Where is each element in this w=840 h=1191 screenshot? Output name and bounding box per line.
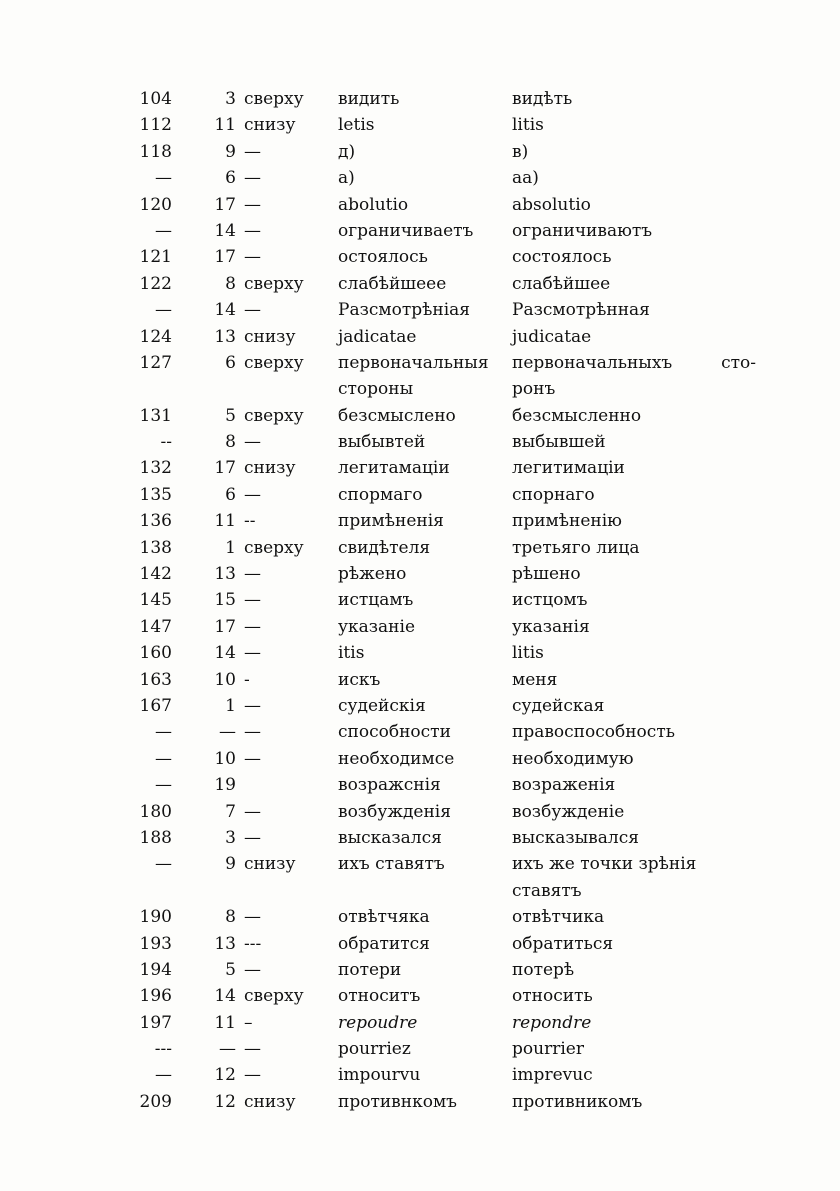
printed-text: ограничиваетъ: [338, 220, 474, 241]
correct-text: отвѣтчика: [512, 907, 605, 928]
printed-text: способности: [338, 722, 451, 743]
correct-text: меня: [512, 669, 558, 690]
line-number: 14: [214, 220, 236, 241]
table-row: [0, 324, 840, 350]
page-number: 136: [139, 511, 172, 532]
printed-text: первоначальныя стороны: [338, 352, 489, 400]
page-number: 131: [139, 405, 172, 426]
line-direction: ---: [244, 933, 262, 954]
line-number: 14: [214, 300, 236, 321]
line-direction: сверху: [244, 352, 304, 373]
correct-text: выбывшей: [512, 432, 606, 453]
line-number: 8: [225, 432, 236, 453]
line-number: 11: [214, 511, 236, 532]
correct-text: repondre: [512, 1012, 592, 1033]
table-row: [0, 165, 840, 191]
printed-text: impourvu: [338, 1065, 421, 1086]
table-row: [0, 1089, 840, 1115]
table-row: [0, 482, 840, 508]
line-direction: —: [244, 696, 261, 716]
page-number: —: [155, 722, 172, 743]
printed-text: свидѣтеля: [338, 537, 431, 558]
correct-text: возбужденiе: [512, 801, 625, 822]
printed-text: необходимсе: [338, 748, 455, 769]
line-direction: снизу: [244, 458, 296, 479]
correct-text: высказывался: [512, 827, 639, 848]
table-row: [0, 86, 840, 112]
table-row: [0, 614, 840, 640]
correct-text: необходимую: [512, 748, 634, 769]
correct-text: состоялось: [512, 247, 612, 268]
line-direction: сверху: [244, 89, 304, 109]
printed-text: ихъ ставятъ: [338, 854, 445, 875]
line-number: 17: [214, 458, 236, 479]
page-number: 132: [139, 458, 172, 479]
table-row: [0, 825, 840, 851]
printed-text: отвѣтчяка: [338, 907, 430, 928]
page-number: 180: [139, 801, 172, 822]
table-row: [0, 772, 840, 798]
table-row: [0, 271, 840, 297]
correct-text: judicatae: [512, 326, 592, 347]
errata-table: [0, 86, 840, 1115]
page-number: —: [155, 300, 172, 321]
correct-text: аа): [512, 168, 539, 189]
line-direction: --: [244, 511, 256, 532]
table-row: [0, 719, 840, 745]
page-number: 197: [139, 1012, 172, 1033]
correct-text: pourrier: [512, 1039, 584, 1060]
line-number: 19: [214, 775, 236, 796]
line-direction: —: [244, 1065, 261, 1086]
correct-text: третьяго лица: [512, 537, 640, 558]
correct-text: указанiя: [512, 616, 590, 637]
line-direction: сверху: [244, 273, 304, 294]
correct-text: потерѣ: [512, 959, 575, 980]
correct-text: правоспособность: [512, 722, 675, 743]
table-row: [0, 957, 840, 983]
printed-text: обратится: [338, 933, 430, 954]
printed-text: itis: [338, 643, 365, 664]
line-direction: сверху: [244, 537, 304, 558]
line-number: 13: [214, 933, 236, 954]
page-number: 104: [139, 89, 172, 109]
table-row: [0, 746, 840, 772]
table-row: [0, 139, 840, 165]
correct-text: Разсмотрѣнная: [512, 300, 650, 321]
page-number: 190: [139, 907, 172, 928]
line-number: 11: [214, 115, 236, 136]
page-number: 196: [139, 986, 172, 1007]
correct-text: первоначальныхъ сто- ронъ: [512, 352, 756, 400]
page-number: 167: [139, 696, 172, 716]
printed-text: относитъ: [338, 986, 421, 1007]
line-direction: —: [244, 827, 261, 848]
line-number: 5: [225, 959, 236, 980]
page-number: —: [155, 1065, 172, 1086]
printed-text: искъ: [338, 669, 381, 690]
table-row: [0, 508, 840, 534]
table-row: [0, 1010, 840, 1036]
printed-text: Разсмотрѣнiая: [338, 300, 470, 321]
table-row: [0, 244, 840, 270]
table-row: [0, 535, 840, 561]
line-direction: —: [244, 168, 261, 189]
page-number: 121: [139, 247, 172, 268]
printed-text: высказался: [338, 827, 442, 848]
page-number: 124: [139, 326, 172, 347]
correct-text: видѣть: [512, 89, 573, 109]
line-number: 8: [225, 907, 236, 928]
line-number: 3: [225, 89, 236, 109]
table-row: [0, 851, 840, 904]
table-row: [0, 561, 840, 587]
line-direction: —: [244, 959, 261, 980]
page-number: 112: [139, 115, 172, 136]
printed-text: jadicatae: [338, 326, 417, 347]
line-number: 7: [225, 801, 236, 822]
table-row: [0, 403, 840, 429]
line-direction: —: [244, 643, 261, 664]
printed-text: abolutio: [338, 194, 409, 215]
correct-text: ихъ же точки зрѣнiя ставятъ: [512, 854, 697, 901]
page-number: 138: [139, 537, 172, 558]
page-number: —: [155, 854, 172, 875]
page-number: 163: [139, 669, 172, 690]
line-direction: —: [244, 801, 261, 822]
table-row: [0, 983, 840, 1009]
line-number: 10: [214, 669, 236, 690]
line-number: 14: [214, 986, 236, 1007]
line-direction: —: [244, 141, 261, 162]
page-number: 147: [139, 616, 172, 637]
printed-text: рѣжено: [338, 564, 407, 585]
table-row: [0, 112, 840, 138]
table-row: [0, 192, 840, 218]
line-direction: сверху: [244, 986, 304, 1007]
line-number: 12: [214, 1065, 236, 1086]
correct-text: легитимацiи: [512, 458, 625, 479]
table-row: [0, 931, 840, 957]
printed-text: д): [338, 141, 356, 162]
printed-text: потери: [338, 959, 402, 980]
printed-text: спормаго: [338, 484, 423, 505]
page-number: —: [155, 748, 172, 769]
line-number: 10: [214, 748, 236, 769]
printed-text: выбывтей: [338, 432, 426, 453]
line-direction: —: [244, 616, 261, 637]
line-number: 9: [225, 141, 236, 162]
line-direction: —: [244, 564, 261, 585]
correct-text: litis: [512, 115, 544, 136]
printed-text: слабѣйшеее: [338, 273, 447, 294]
line-direction: снизу: [244, 326, 296, 347]
line-direction: —: [244, 484, 261, 505]
line-direction: —: [244, 722, 261, 743]
table-row: [0, 904, 840, 930]
line-number: 1: [225, 696, 236, 716]
line-direction: —: [244, 194, 261, 215]
printed-text: истцамъ: [338, 590, 414, 611]
printed-text: примѣненiя: [338, 511, 444, 532]
printed-text: безсмыслено: [338, 405, 456, 426]
page-number: —: [155, 168, 172, 189]
correct-text: примѣненiю: [512, 511, 622, 532]
line-number: 6: [225, 168, 236, 189]
line-number: 8: [225, 273, 236, 294]
page-number: 193: [139, 933, 172, 954]
line-direction: снизу: [244, 1091, 296, 1112]
page-number: 122: [139, 273, 172, 294]
line-direction: —: [244, 590, 261, 611]
page-number: 127: [139, 352, 172, 373]
page-number: —: [155, 220, 172, 241]
correct-text: относить: [512, 986, 593, 1007]
line-number: 1: [225, 537, 236, 558]
line-direction: —: [244, 432, 261, 453]
page-number: ---: [154, 1039, 172, 1060]
line-number: 17: [214, 247, 236, 268]
line-number: —: [219, 722, 236, 743]
table-row: [0, 350, 840, 403]
page-number: 209: [139, 1091, 172, 1112]
correct-text: безсмысленно: [512, 405, 642, 426]
line-direction: —: [244, 300, 261, 321]
correct-text: litis: [512, 643, 544, 664]
printed-text: возбужденiя: [338, 801, 451, 822]
printed-text: указанiе: [338, 616, 415, 637]
correct-text: обратиться: [512, 933, 614, 954]
line-direction: —: [244, 748, 261, 769]
page-number: 194: [139, 959, 172, 980]
correct-text: ограничиваютъ: [512, 220, 653, 241]
table-row: [0, 667, 840, 693]
correct-text: судейская: [512, 696, 605, 716]
table-row: [0, 455, 840, 481]
page-number: 120: [139, 194, 172, 215]
page-number: --: [160, 432, 172, 453]
printed-text: видить: [338, 89, 400, 109]
line-number: 9: [225, 854, 236, 875]
printed-text: а): [338, 168, 355, 189]
line-number: 12: [214, 1091, 236, 1112]
line-number: 15: [214, 590, 236, 611]
table-row: [0, 429, 840, 455]
printed-text: pourriez: [338, 1039, 411, 1060]
page-number: 118: [139, 141, 172, 162]
line-number: —: [219, 1039, 236, 1060]
line-number: 3: [225, 827, 236, 848]
line-direction: -: [244, 669, 250, 690]
correct-text: imprevuc: [512, 1065, 593, 1086]
line-number: 5: [225, 405, 236, 426]
line-number: 17: [214, 194, 236, 215]
printed-text: остоялось: [338, 247, 428, 268]
table-row: [0, 693, 840, 719]
line-direction: снизу: [244, 115, 296, 136]
table-row: [0, 297, 840, 323]
line-direction: —: [244, 907, 261, 928]
printed-text: repoudre: [338, 1012, 418, 1033]
correct-text: рѣшено: [512, 564, 581, 585]
correct-text: противникомъ: [512, 1091, 643, 1112]
page-number: —: [155, 775, 172, 796]
printed-text: противнкомъ: [338, 1091, 457, 1112]
correct-text: слабѣйшее: [512, 273, 611, 294]
printed-text: судейскiя: [338, 696, 426, 716]
page-number: 188: [139, 827, 172, 848]
printed-text: легитамацiи: [338, 458, 450, 479]
line-direction: –: [244, 1012, 253, 1033]
page-number: 142: [139, 564, 172, 585]
line-direction: —: [244, 220, 261, 241]
line-direction: —: [244, 247, 261, 268]
line-direction: —: [244, 1039, 261, 1060]
printed-text: возражснiя: [338, 775, 441, 796]
correct-text: в): [512, 141, 529, 162]
page-number: 135: [139, 484, 172, 505]
line-direction: сверху: [244, 405, 304, 426]
line-direction: снизу: [244, 854, 296, 875]
page-number: 145: [139, 590, 172, 611]
line-number: 6: [225, 352, 236, 373]
table-row: [0, 1062, 840, 1088]
table-row: [0, 799, 840, 825]
table-row: [0, 1036, 840, 1062]
line-number: 17: [214, 616, 236, 637]
line-number: 11: [214, 1012, 236, 1033]
line-number: 13: [214, 326, 236, 347]
table-row: [0, 218, 840, 244]
line-number: 14: [214, 643, 236, 664]
line-number: 13: [214, 564, 236, 585]
printed-text: letis: [338, 115, 375, 136]
table-row: [0, 587, 840, 613]
correct-text: спорнаго: [512, 484, 595, 505]
table-row: [0, 640, 840, 666]
correct-text: возраженiя: [512, 775, 616, 796]
page-number: 160: [139, 643, 172, 664]
correct-text: absolutio: [512, 194, 591, 215]
correct-text: истцомъ: [512, 590, 588, 611]
line-number: 6: [225, 484, 236, 505]
